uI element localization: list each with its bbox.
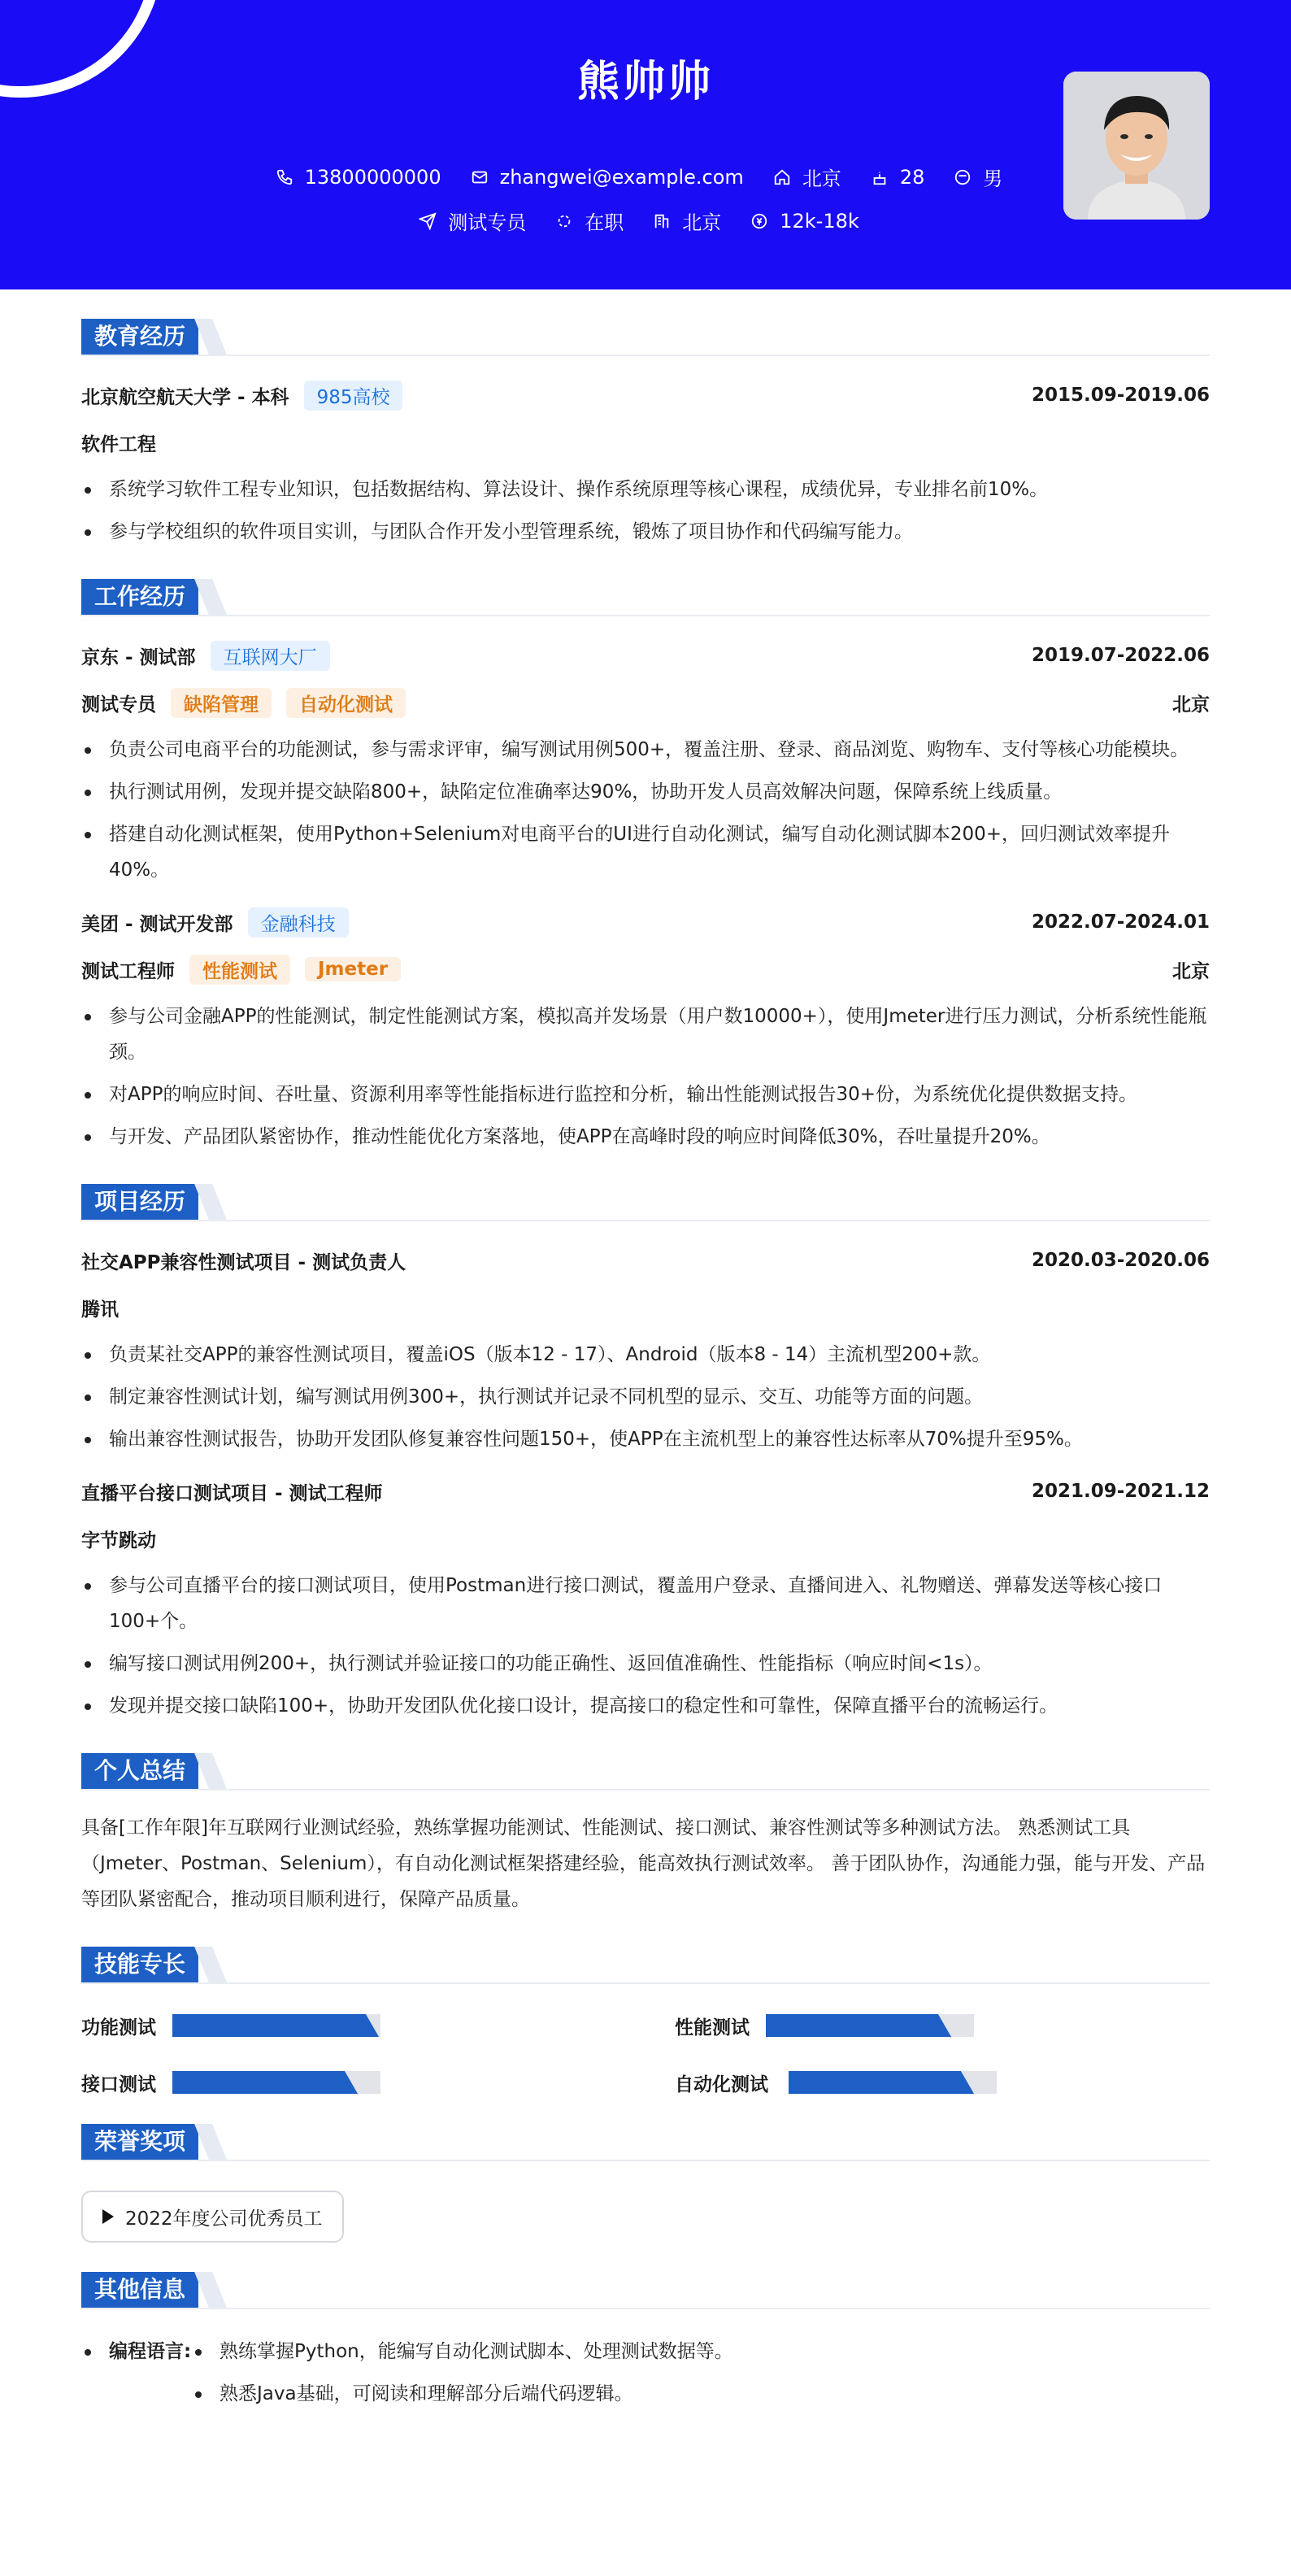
section-title-decoration xyxy=(194,1753,227,1789)
gender-icon xyxy=(954,168,972,186)
other-item xyxy=(81,2334,1210,2418)
job-entry xyxy=(81,906,1210,1155)
list-item: 执行测试用例，发现并提交缺陷800+，缺陷定位准确率达90%，协助开发人员高效解决问题，保障系统上线质量。 xyxy=(109,774,1210,810)
section-title-decoration xyxy=(194,319,227,355)
resume-header xyxy=(0,0,1291,289)
send-icon xyxy=(419,212,437,230)
section-title-decoration xyxy=(194,2272,227,2308)
project-company: 字节跳动 xyxy=(81,1530,156,1551)
section-title-decoration xyxy=(194,1184,227,1220)
section-title-text: 工作经历 xyxy=(81,579,198,615)
skill-bar xyxy=(172,2014,380,2037)
skill-tag: 缺陷管理 xyxy=(171,688,272,718)
list-item: 参与学校组织的软件项目实训，与团队合作开发小型管理系统，锻炼了项目协作和代码编写能力。 xyxy=(109,514,1210,550)
job-date: 2019.07-2022.06 xyxy=(1031,645,1210,666)
hometown-info xyxy=(773,163,841,191)
skill-bar-fill xyxy=(766,2014,937,2037)
list-item: 参与公司金融APP的性能测试，制定性能测试方案，模拟高并发场景（用户数10000+），使用Jmeter进行压力测试，分析系统性能瓶颈。 xyxy=(109,999,1210,1070)
list-item: 与开发、产品团队紧密协作，推动性能优化方案落地，使APP在高峰时段的响应时间降低30%，吞吐量提升20%。 xyxy=(109,1119,1210,1155)
list-item: 发现并提交接口缺陷100+，协助开发团队优化接口设计，提高接口的稳定性和可靠性，保障直播平台的流畅运行。 xyxy=(109,1688,1210,1724)
section-title-text: 个人总结 xyxy=(81,1753,198,1789)
play-icon xyxy=(102,2209,114,2224)
phone-icon xyxy=(276,168,293,186)
project-company: 腾讯 xyxy=(81,1299,119,1321)
other-values xyxy=(193,2334,733,2418)
section-summary xyxy=(81,1753,1210,1791)
profile-photo xyxy=(1063,72,1210,220)
coin-icon xyxy=(750,212,768,230)
education-header-row xyxy=(81,379,1210,411)
job-header-row xyxy=(81,639,1210,672)
section-title-text: 其他信息 xyxy=(81,2272,198,2308)
resume-body xyxy=(81,289,1210,2418)
skill-item xyxy=(675,2013,1268,2038)
section-work xyxy=(81,579,1210,616)
honor-text: 2022年度公司优秀员工 xyxy=(125,2208,323,2230)
skill-name: 功能测试 xyxy=(81,2017,156,2039)
job-location: 北京 xyxy=(1172,960,1210,982)
job-entry xyxy=(81,639,1210,888)
section-title-text: 技能专长 xyxy=(81,1947,198,1982)
email-info xyxy=(471,166,744,189)
building-icon xyxy=(653,212,671,230)
section-skills xyxy=(81,1947,1210,1984)
major-row xyxy=(81,426,1210,459)
project-bullets xyxy=(81,1337,1210,1457)
honor-item xyxy=(81,2191,344,2243)
section-title-decoration xyxy=(194,2124,227,2160)
candidate-name: 熊帅帅 xyxy=(576,58,714,107)
list-item: 制定兼容性测试计划，编写测试用例300+，执行测试并记录不同机型的显示、交互、功能等方面的问题。 xyxy=(109,1379,1210,1415)
skill-tag: 性能测试 xyxy=(189,955,290,985)
skills-grid xyxy=(81,2013,1210,2095)
mail-icon xyxy=(471,168,489,186)
company-tag: 金融科技 xyxy=(248,907,349,938)
city-info xyxy=(653,207,721,235)
section-title-text: 项目经历 xyxy=(81,1184,198,1220)
section-title-text: 教育经历 xyxy=(81,319,198,355)
school-name: 北京航空航天大学 - 本科 xyxy=(81,386,289,408)
skill-name: 性能测试 xyxy=(675,2017,750,2039)
summary-text: 具备[工作年限]年互联网行业测试经验，熟练掌握功能测试、性能测试、接口测试、兼容性测试等多种测试方法。 熟悉测试工具（Jmeter、Postman、Selenium），有自动化测试框架搭建经验，能高效执行测试效率。 善于团队协作，沟通能力强，能与开发、产品等团队紧密配合，推动项目顺利进行，保障产品质量。 xyxy=(81,1817,1206,1910)
list-item: 参与公司直播平台的接口测试项目，使用Postman进行接口测试，覆盖用户登录、直播间进入、礼物赠送、弹幕发送等核心接口100+个。 xyxy=(109,1568,1210,1639)
home-icon xyxy=(773,168,791,186)
list-item: 负责某社交APP的兼容性测试项目，覆盖iOS（版本12 - 17）、Android（版本8 - 14）主流机型200+款。 xyxy=(109,1337,1210,1373)
section-honors xyxy=(81,2124,1210,2161)
project-entry xyxy=(81,1244,1210,1457)
avatar xyxy=(1063,72,1210,220)
list-item: 搭建自动化测试框架，使用Python+Selenium对电商平台的UI进行自动化测试，编写自动化测试脚本200+，回归测试效率提升40%。 xyxy=(109,816,1210,888)
skill-item xyxy=(81,2070,675,2095)
job-role-row xyxy=(81,686,1210,719)
other-key: 编程语言: xyxy=(109,2341,192,2362)
skill-bar xyxy=(172,2071,380,2094)
education-bullets xyxy=(81,472,1210,550)
project-date: 2020.03-2020.06 xyxy=(1031,1250,1210,1271)
skill-item xyxy=(675,2070,1268,2095)
salary-text: 12k-18k xyxy=(780,209,859,233)
project-entry xyxy=(81,1475,1210,1724)
city-text: 北京 xyxy=(682,211,722,234)
list-item: 负责公司电商平台的功能测试，参与需求评审，编写测试用例500+，覆盖注册、登录、商品浏览、购物车、支付等核心功能模块。 xyxy=(109,732,1210,768)
education-date: 2015.09-2019.06 xyxy=(1031,385,1210,406)
section-title-decoration xyxy=(194,1947,227,1982)
phone-text: 13800000000 xyxy=(304,165,441,189)
skill-tag: Jmeter xyxy=(305,957,401,981)
skill-name: 接口测试 xyxy=(81,2073,156,2095)
job-role: 测试专员 xyxy=(81,694,156,716)
list-item: 熟练掌握Python，能编写自动化测试脚本、处理测试数据等。 xyxy=(220,2334,733,2369)
position-info xyxy=(419,207,526,235)
list-item: 输出兼容性测试报告，协助开发团队修复兼容性问题150+，使APP在主流机型上的兼容性达标率从70%提升至95%。 xyxy=(109,1421,1210,1457)
section-others xyxy=(81,2272,1210,2309)
position-text: 测试专员 xyxy=(448,211,527,234)
project-date: 2021.09-2021.12 xyxy=(1031,1481,1210,1502)
section-title-decoration xyxy=(194,579,227,615)
skill-item xyxy=(81,2013,675,2038)
job-role-row xyxy=(81,953,1210,986)
cake-icon xyxy=(871,168,889,186)
project-header-row xyxy=(81,1475,1210,1508)
project-name: 直播平台接口测试项目 - 测试工程师 xyxy=(81,1482,383,1504)
list-item: 对APP的响应时间、吞吐量、资源利用率等性能指标进行监控和分析，输出性能测试报告30+份，为系统优化提供数据支持。 xyxy=(109,1077,1210,1112)
skill-bar-fill xyxy=(172,2071,343,2094)
major-name: 软件工程 xyxy=(81,433,156,455)
section-education xyxy=(81,319,1210,356)
job-bullets xyxy=(81,999,1210,1155)
section-projects xyxy=(81,1184,1210,1221)
email-text: zhangwei@example.com xyxy=(499,165,744,189)
list-item: 系统学习软件工程专业知识，包括数据结构、算法设计、操作系统原理等核心课程，成绩优异，专业排名前10%。 xyxy=(109,472,1210,507)
project-company-row xyxy=(81,1522,1210,1555)
job-date: 2022.07-2024.01 xyxy=(1031,912,1210,933)
job-bullets xyxy=(81,732,1210,888)
skill-tag: 自动化测试 xyxy=(286,688,406,718)
company-tag: 互联网大厂 xyxy=(211,641,330,671)
skill-bar xyxy=(789,2071,997,2094)
skill-bar-fill xyxy=(789,2071,959,2094)
education-entry xyxy=(81,379,1210,550)
skill-bar-fill xyxy=(172,2014,364,2037)
section-title-text: 荣誉奖项 xyxy=(81,2124,198,2160)
job-header-row xyxy=(81,906,1210,938)
status-info xyxy=(555,207,624,235)
list-item: 熟悉Java基础，可阅读和理解部分后端代码逻辑。 xyxy=(220,2376,733,2412)
project-name: 社交APP兼容性测试项目 - 测试负责人 xyxy=(81,1251,406,1273)
project-company-row xyxy=(81,1291,1210,1324)
status-text: 在职 xyxy=(585,211,624,234)
project-header-row xyxy=(81,1244,1210,1277)
school-tag: 985高校 xyxy=(304,381,403,411)
job-location: 北京 xyxy=(1172,694,1210,716)
gender-info xyxy=(954,163,1002,191)
hometown-text: 北京 xyxy=(802,168,841,190)
skill-name: 自动化测试 xyxy=(675,2073,768,2095)
company-name: 美团 - 测试开发部 xyxy=(81,913,233,935)
salary-info xyxy=(750,210,859,233)
list-item: 编写接口测试用例200+，执行测试并验证接口的功能正确性、返回值准确性、性能指标（响应时间<1s）。 xyxy=(109,1646,1210,1682)
age-text: 28 xyxy=(899,165,925,189)
others-list xyxy=(81,2334,1210,2418)
skill-bar xyxy=(766,2014,974,2037)
loading-icon xyxy=(555,212,573,230)
job-role: 测试工程师 xyxy=(81,960,175,982)
project-bullets xyxy=(81,1568,1210,1724)
company-name: 京东 - 测试部 xyxy=(81,646,196,668)
phone-info xyxy=(276,166,441,189)
gender-text: 男 xyxy=(983,168,1003,190)
age-info xyxy=(871,166,925,189)
